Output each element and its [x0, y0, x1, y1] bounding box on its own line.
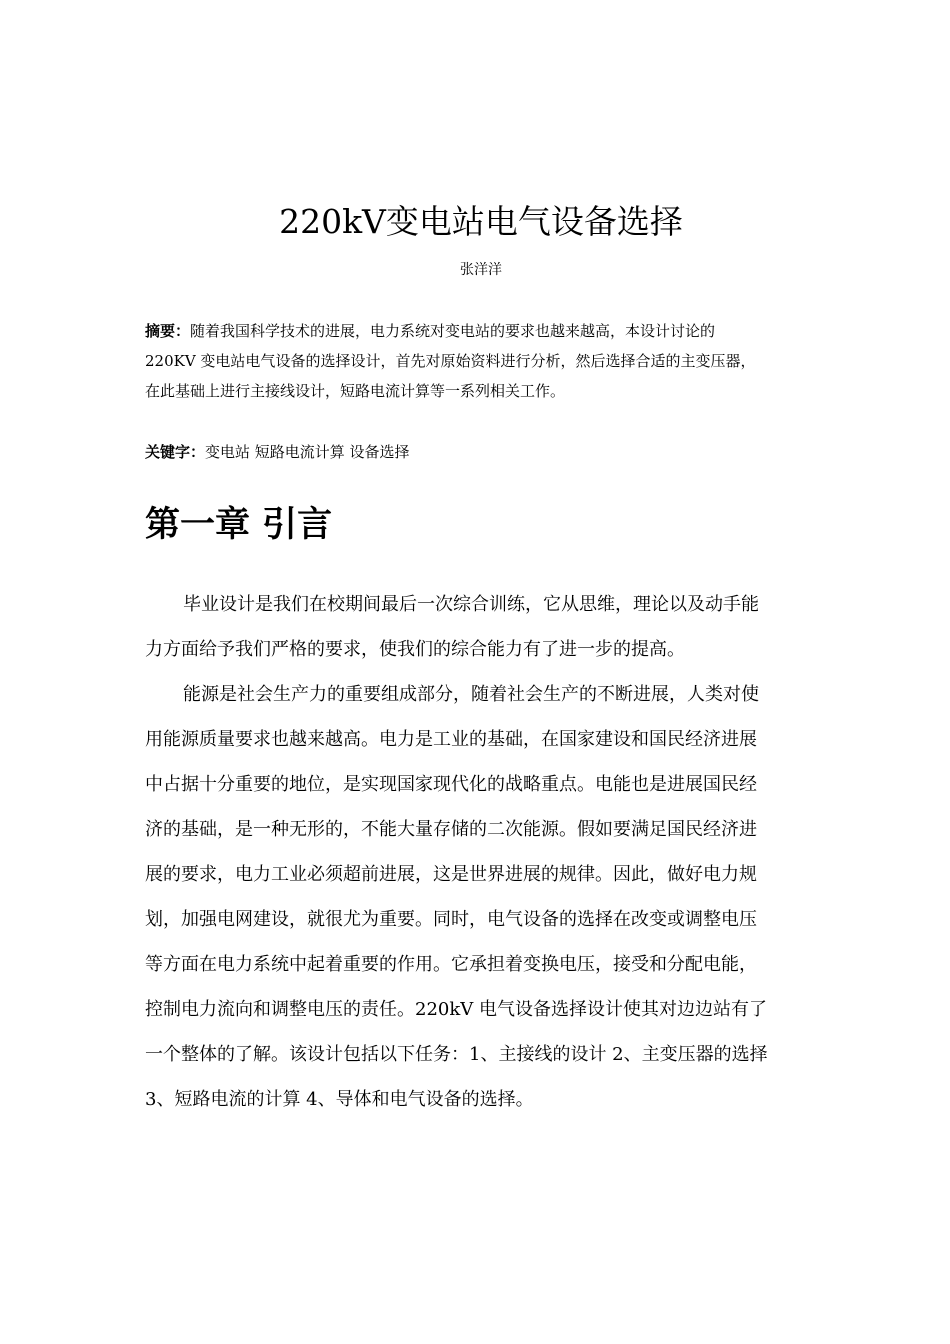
abstract-line: 在此基础上进行主接线设计，短路电流计算等一系列相关工作。 — [145, 382, 566, 400]
keywords-label: 关键字： — [145, 443, 206, 461]
abstract-section — [145, 316, 817, 406]
body-line: 用能源质量要求也越来越高。电力是工业的基础，在国家建设和国民经济进展 — [145, 729, 757, 750]
body-line: 一个整体的了解。该设计包括以下任务：1、主接线的设计 2、主变压器的选择 — [145, 1044, 768, 1065]
author-name: 张洋洋 — [460, 262, 502, 278]
body-line: 控制电力流向和调整电压的责任。220kV 电气设备选择设计使其对边边站有了 — [145, 999, 767, 1020]
abstract-text: 随着我国科学技术的进展，电力系统对变电站的要求也越来越高，本设计讨论的 — [190, 322, 716, 340]
body-line: 力方面给予我们严格的要求，使我们的综合能力有了进一步的提高。 — [145, 639, 685, 660]
keywords-text: 变电站 短路电流计算 设备选择 — [205, 443, 410, 461]
body-line: 展的要求，电力工业必须超前进展，这是世界进展的规律。因此，做好电力规 — [145, 864, 757, 885]
document-title: 220kV变电站电气设备选择 — [279, 202, 683, 241]
body-line: 济的基础，是一种无形的，不能大量存储的二次能源。假如要满足国民经济进 — [145, 819, 757, 840]
body-line: 划，加强电网建设，就很尤为重要。同时，电气设备的选择在改变或调整电压 — [145, 909, 757, 930]
chapter-heading: 第一章 引言 — [145, 505, 333, 545]
abstract-label: 摘要： — [145, 322, 191, 340]
abstract-line: 220KV 变电站电气设备的选择设计，首先对原始资料进行分析，然后选择合适的主变压器， — [145, 352, 756, 370]
body-paragraphs — [145, 582, 817, 1122]
body-line: 3、短路电流的计算 4、导体和电气设备的选择。 — [145, 1089, 534, 1110]
keywords-section — [145, 437, 817, 467]
abstract-line — [145, 316, 817, 346]
body-line: 毕业设计是我们在校期间最后一次综合训练，它从思维，理论以及动手能 — [183, 594, 759, 615]
body-line: 能源是社会生产力的重要组成部分，随着社会生产的不断进展，人类对使 — [183, 684, 759, 705]
body-line: 中占据十分重要的地位，是实现国家现代化的战略重点。电能也是进展国民经 — [145, 774, 757, 795]
body-line: 等方面在电力系统中起着重要的作用。它承担着变换电压，接受和分配电能， — [145, 954, 757, 975]
